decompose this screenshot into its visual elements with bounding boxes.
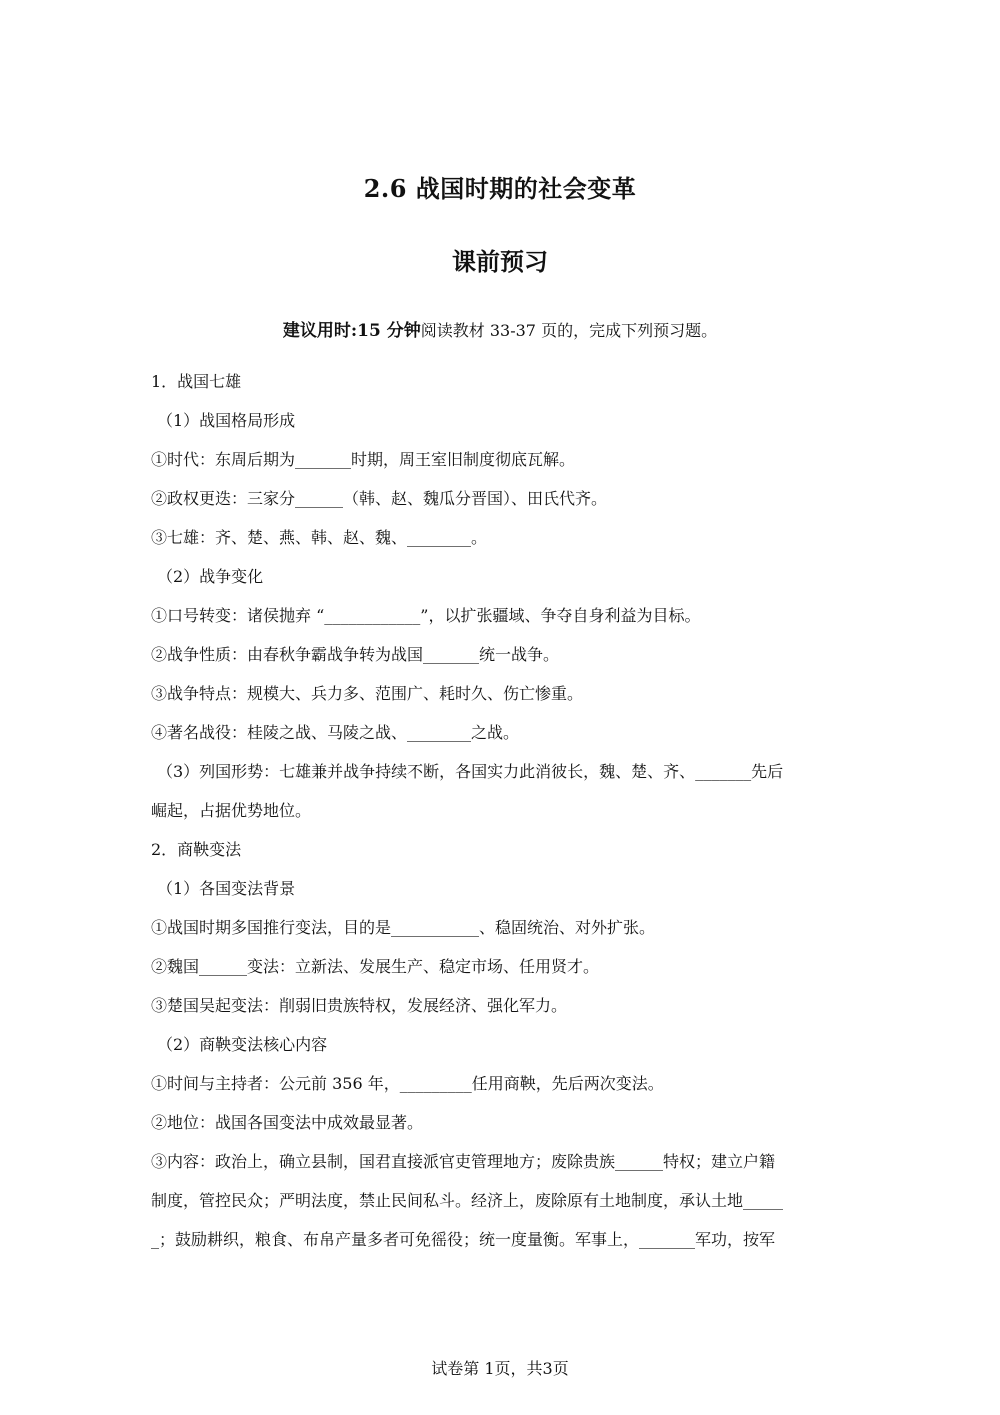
page-title: 2.6 战国时期的社会变革 (363, 174, 637, 203)
subsection-heading: （1）各国变法背景 (157, 879, 296, 898)
question-line: _；鼓励耕织，粮食、布帛产量多者可免徭役；统一度量衡。军事上，_______军功，按军 (151, 1230, 776, 1249)
section-heading: 1．战国七雄 (151, 372, 242, 391)
time-hint-text: 阅读教材 33-37 页的，完成下列预习题。 (420, 321, 718, 340)
question-line: ③内容：政治上，确立县制，国君直接派官吏管理地方；废除贵族______特权；建立户籍 (151, 1152, 776, 1171)
question-line: ①战国时期多国推行变法，目的是___________、稳固统治、对外扩张。 (151, 918, 656, 937)
question-line: ③楚国吴起变法：削弱旧贵族特权，发展经济、强化军力。 (151, 996, 568, 1015)
question-line: ①口号转变：诸侯抛弃 “____________”，以扩张疆域、争夺自身利益为目标。 (151, 606, 701, 625)
subsection-heading: （2）商鞅变法核心内容 (157, 1035, 328, 1054)
question-line: ②地位：战国各国变法中成效最显著。 (151, 1113, 424, 1132)
subsection-heading: （2）战争变化 (157, 567, 264, 586)
question-line: ③七雄：齐、楚、燕、韩、赵、魏、________。 (151, 528, 488, 547)
section-subtitle: 课前预习 (452, 247, 548, 276)
question-line: （3）列国形势：七雄兼并战争持续不断，各国实力此消彼长，魏、楚、齐、_______先后 (157, 762, 784, 781)
question-line: ②魏国______变法：立新法、发展生产、稳定市场、任用贤才。 (151, 957, 600, 976)
question-line: 崛起，占据优势地位。 (151, 801, 312, 820)
question-line: 制度，管控民众；严明法度，禁止民间私斗。经济上，废除原有土地制度，承认土地_____ (151, 1191, 784, 1210)
question-line: ③战争特点：规模大、兵力多、范围广、耗时久、伤亡惨重。 (151, 684, 584, 703)
question-line: ②政权更迭：三家分______（韩、赵、魏瓜分晋国）、田氏代齐。 (151, 489, 608, 508)
question-line: ①时代：东周后期为_______时期，周王室旧制度彻底瓦解。 (151, 450, 576, 469)
time-hint (0, 316, 1000, 341)
time-hint-bold: 建议用时:15 分钟 (282, 321, 421, 341)
question-line: ②战争性质：由春秋争霸战争转为战国_______统一战争。 (151, 645, 560, 664)
question-line: ④著名战役：桂陵之战、马陵之战、________之战。 (151, 723, 520, 742)
page-footer: 试卷第 1页，共3页 (431, 1359, 569, 1378)
question-line: ①时间与主持者：公元前 356 年，_________任用商鞅，先后两次变法。 (151, 1074, 664, 1093)
section-heading: 2．商鞅变法 (151, 840, 242, 859)
subsection-heading: （1）战国格局形成 (157, 411, 296, 430)
